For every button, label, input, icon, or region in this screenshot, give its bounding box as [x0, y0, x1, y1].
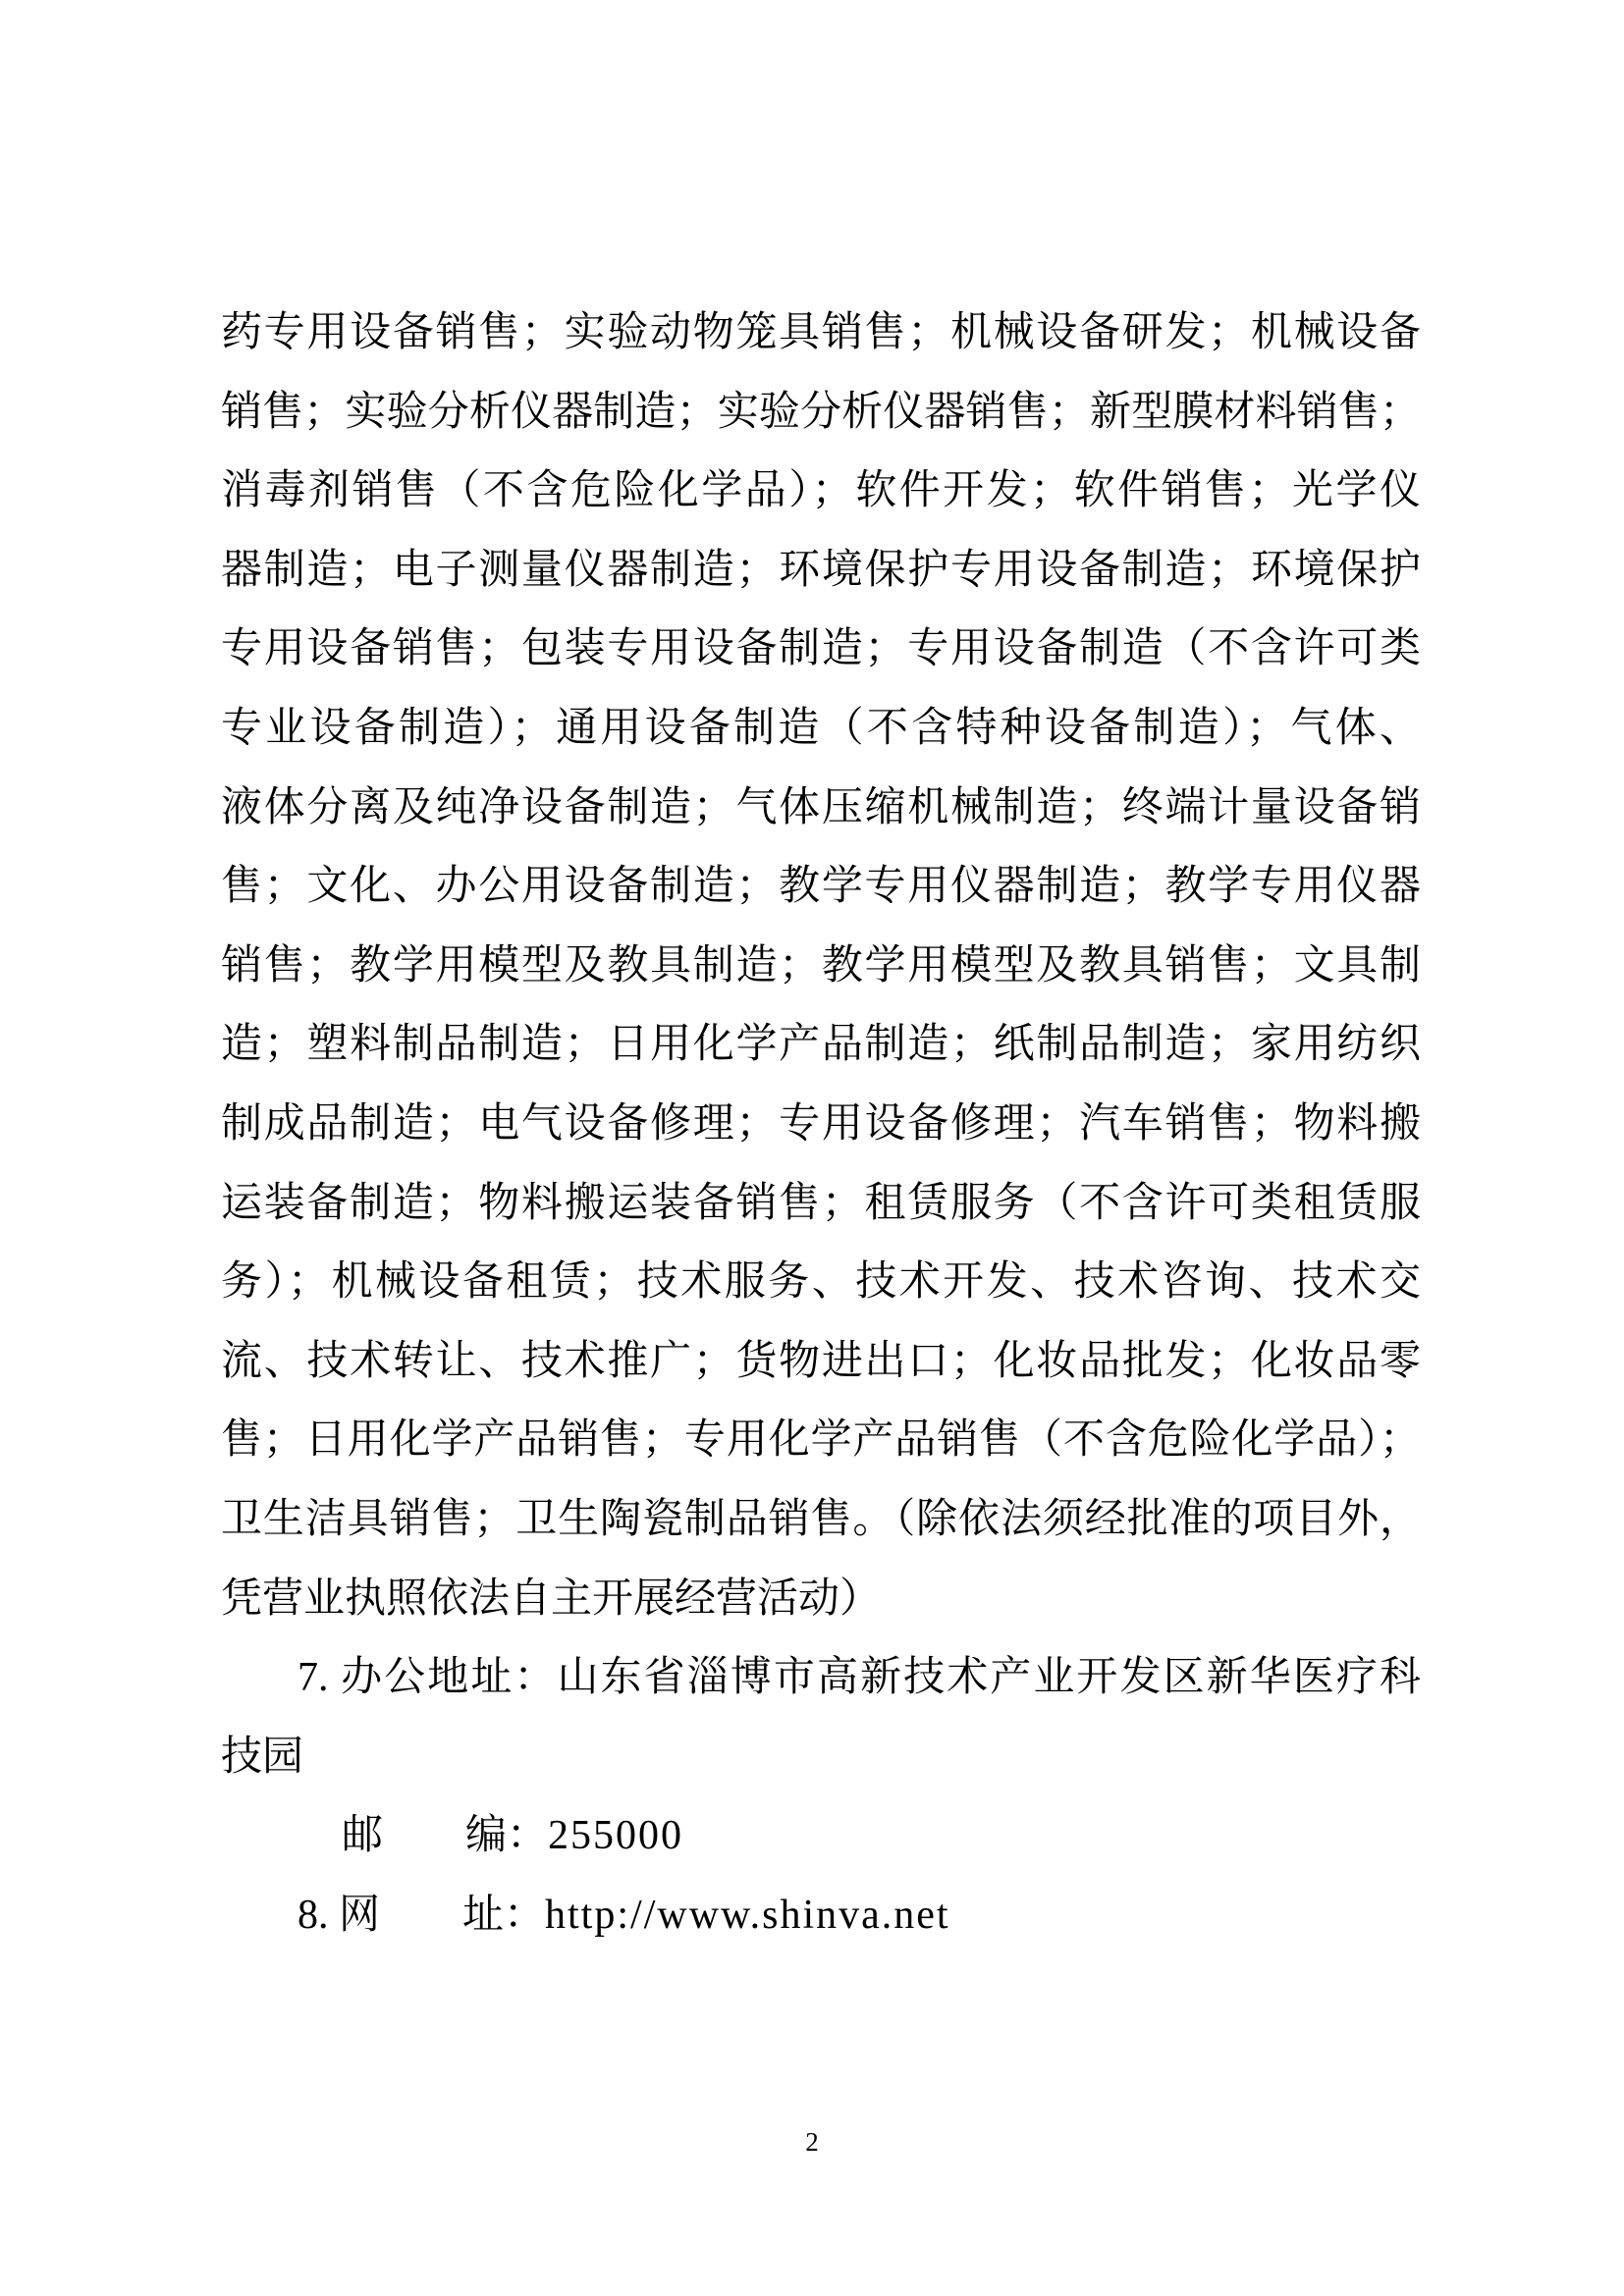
body-line: 造；塑料制品制造；日用化学产品制造；纸制品制造；家用纺织 [221, 1022, 1421, 1068]
body-line: 制成品制造；电气设备修理；专用设备修理；汽车销售；物料搬 [221, 1100, 1421, 1147]
postal-code-line [221, 1796, 1421, 1876]
body-line: 液体分离及纯净设备制造；气体压缩机械制造；终端计量设备销 [221, 784, 1421, 830]
website-url: http://www.shinva.net [545, 1892, 950, 1938]
body-line: 专用设备销售；包装专用设备制造；专用设备制造（不含许可类 [221, 626, 1421, 672]
body-line: 卫生洁具销售；卫生陶瓷制品销售。（除依法须经批准的项目外， [221, 1496, 1421, 1542]
postal-code-value: 255000 [548, 1813, 684, 1859]
body-line: 器制造；电子测量仪器制造；环境保护专用设备制造；环境保护 [221, 547, 1421, 593]
body-line: 运装备制造；物料搬运装备销售；租赁服务（不含许可类租赁服 [221, 1180, 1421, 1226]
body-line: 销售；实验分析仪器制造；实验分析仪器销售；新型膜材料销售； [221, 389, 1421, 435]
office-address-line-2: 技园 [221, 1734, 304, 1780]
body-line: 专业设备制造）；通用设备制造（不含特种设备制造）；气体、 [221, 705, 1421, 751]
document-body [221, 294, 1421, 1954]
body-line: 流、技术转让、技术推广；货物进出口；化妆品批发；化妆品零 [221, 1338, 1421, 1384]
website-line [221, 1876, 1421, 1955]
body-line: 售；日用化学产品销售；专用化学产品销售（不含危险化学品）； [221, 1417, 1421, 1464]
body-line: 药专用设备销售；实验动物笼具销售；机械设备研发；机械设备 [221, 310, 1421, 355]
office-address-line-1: 7. 办公地址：山东省淄博市高新技术产业开发区新华医疗科 [298, 1655, 1421, 1701]
body-line: 务）；机械设备租赁；技术服务、技术开发、技术咨询、技术交 [221, 1259, 1421, 1306]
body-line: 销售；教学用模型及教具制造；教学用模型及教具销售；文具制 [221, 942, 1421, 988]
postal-code-label: 邮 编： [342, 1813, 549, 1859]
page-number: 2 [805, 2127, 819, 2157]
body-line: 售；文化、办公用设备制造；教学专用仪器制造；教学专用仪器 [221, 864, 1421, 910]
body-line: 消毒剂销售（不含危险化学品）；软件开发；软件销售；光学仪 [221, 468, 1421, 514]
body-line: 凭营业执照依法自主开展经营活动） [221, 1575, 882, 1622]
website-label: 8. 网 址： [298, 1892, 546, 1938]
